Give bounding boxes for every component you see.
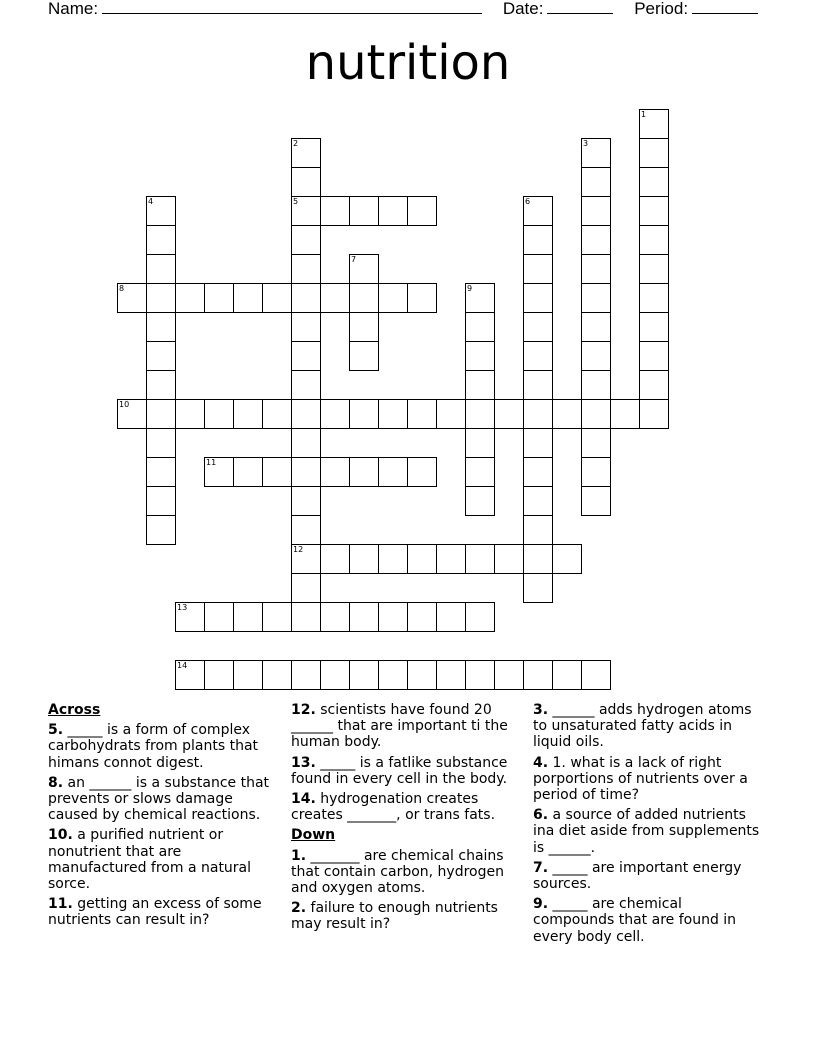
grid-cell[interactable] xyxy=(494,544,524,574)
grid-cell[interactable] xyxy=(407,399,437,429)
grid-cell[interactable] xyxy=(465,544,495,574)
clue-text: failure to enough nutrients may result in? xyxy=(291,900,498,933)
grid-cell[interactable] xyxy=(291,486,321,516)
grid-cell[interactable] xyxy=(349,254,379,284)
clue-list-down-2 xyxy=(533,702,765,945)
grid-cell[interactable] xyxy=(639,254,669,284)
grid-cell[interactable] xyxy=(291,167,321,197)
clue-text: _______ are chemical chains that contain carbon, hydrogen and oxygen atoms. xyxy=(291,847,504,897)
clue-text: 1. what is a lack of right porportions of nutrients over a period of time? xyxy=(533,754,748,804)
clue-number: 9. xyxy=(533,896,549,913)
grid-cell[interactable] xyxy=(320,283,350,313)
grid-cell[interactable] xyxy=(291,515,321,545)
grid-cell[interactable] xyxy=(523,399,553,429)
grid-cell[interactable] xyxy=(407,196,437,226)
grid-cell[interactable] xyxy=(320,602,350,632)
grid-cell[interactable] xyxy=(581,370,611,400)
grid-cell[interactable] xyxy=(523,312,553,342)
grid-cell[interactable] xyxy=(581,457,611,487)
grid-cell[interactable] xyxy=(349,399,379,429)
grid-cell[interactable] xyxy=(639,399,669,429)
clue-number: 8. xyxy=(48,774,64,791)
grid-cell[interactable] xyxy=(146,428,176,458)
cell-number: 13 xyxy=(177,603,188,612)
grid-cell[interactable] xyxy=(639,138,669,168)
date-label: Date: xyxy=(502,0,544,18)
grid-cell[interactable] xyxy=(523,515,553,545)
grid-cell[interactable] xyxy=(262,602,292,632)
cell-number: 9 xyxy=(467,284,473,293)
grid-cell[interactable] xyxy=(581,399,611,429)
grid-cell[interactable] xyxy=(146,399,176,429)
clues-column-2 xyxy=(291,702,523,937)
grid-cell[interactable] xyxy=(291,544,321,574)
grid-cell[interactable] xyxy=(465,283,495,313)
grid-cell[interactable] xyxy=(581,138,611,168)
grid-cell[interactable] xyxy=(146,486,176,516)
clue-item xyxy=(291,702,523,751)
cell-number: 3 xyxy=(583,139,589,148)
grid-cell[interactable] xyxy=(639,109,669,139)
grid-cell[interactable] xyxy=(175,399,205,429)
clue-number: 10. xyxy=(48,827,73,844)
across-heading: Across xyxy=(48,702,101,718)
grid-cell[interactable] xyxy=(117,283,147,313)
cell-number: 14 xyxy=(177,661,188,670)
cell-number: 8 xyxy=(119,284,125,293)
grid-cell[interactable] xyxy=(581,196,611,226)
clue-item xyxy=(533,860,765,892)
grid-cell[interactable] xyxy=(523,196,553,226)
grid-cell[interactable] xyxy=(523,370,553,400)
grid-cell[interactable] xyxy=(465,602,495,632)
grid-cell[interactable] xyxy=(146,225,176,255)
grid-cell[interactable] xyxy=(494,660,524,690)
grid-cell[interactable] xyxy=(291,138,321,168)
clue-text: hydrogenation creates creates _______, or trans fats. xyxy=(291,791,496,824)
grid-cell[interactable] xyxy=(204,457,234,487)
clue-item xyxy=(48,722,280,771)
clue-number: 7. xyxy=(533,859,549,876)
grid-cell[interactable] xyxy=(320,660,350,690)
clue-text: _____ are important energy sources. xyxy=(533,859,742,893)
clue-item xyxy=(291,900,523,932)
clue-number: 5. xyxy=(48,722,64,739)
clue-number: 4. xyxy=(533,754,549,771)
grid-cell[interactable] xyxy=(523,428,553,458)
grid-cell[interactable] xyxy=(639,341,669,371)
grid-cell[interactable] xyxy=(320,196,350,226)
grid-cell[interactable] xyxy=(291,225,321,255)
grid-cell[interactable] xyxy=(436,544,466,574)
grid-cell[interactable] xyxy=(117,399,147,429)
grid-cell[interactable] xyxy=(407,660,437,690)
grid-cell[interactable] xyxy=(581,167,611,197)
grid-cell[interactable] xyxy=(291,399,321,429)
grid-cell[interactable] xyxy=(552,660,582,690)
grid-cell[interactable] xyxy=(146,196,176,226)
grid-cell[interactable] xyxy=(465,312,495,342)
cell-number: 6 xyxy=(525,197,531,206)
grid-cell[interactable] xyxy=(523,254,553,284)
clue-number: 1. xyxy=(291,847,307,864)
clue-item xyxy=(533,755,765,804)
clue-number: 6. xyxy=(533,807,549,824)
cell-number: 12 xyxy=(293,545,304,554)
grid-cell[interactable] xyxy=(175,283,205,313)
grid-cell[interactable] xyxy=(581,486,611,516)
grid-cell[interactable] xyxy=(320,399,350,429)
grid-cell[interactable] xyxy=(436,660,466,690)
grid-cell[interactable] xyxy=(320,544,350,574)
grid-cell[interactable] xyxy=(291,254,321,284)
grid-cell[interactable] xyxy=(436,399,466,429)
grid-cell[interactable] xyxy=(291,312,321,342)
clue-item xyxy=(291,755,523,787)
grid-cell[interactable] xyxy=(262,283,292,313)
grid-cell[interactable] xyxy=(581,254,611,284)
grid-cell[interactable] xyxy=(494,399,524,429)
grid-cell[interactable] xyxy=(378,399,408,429)
grid-cell[interactable] xyxy=(233,602,263,632)
grid-cell[interactable] xyxy=(523,486,553,516)
cell-number: 7 xyxy=(351,255,357,264)
grid-cell[interactable] xyxy=(291,573,321,603)
grid-cell[interactable] xyxy=(639,167,669,197)
grid-cell[interactable] xyxy=(349,312,379,342)
grid-cell[interactable] xyxy=(407,283,437,313)
grid-cell[interactable] xyxy=(639,370,669,400)
clue-text: getting an excess of some nutrients can result in? xyxy=(48,896,262,929)
grid-cell[interactable] xyxy=(291,341,321,371)
grid-cell[interactable] xyxy=(523,544,553,574)
grid-cell[interactable] xyxy=(233,660,263,690)
clue-number: 12. xyxy=(291,702,316,718)
clue-text: _____ is a form of complex carbohydrats from plants that himans connot digest. xyxy=(48,722,259,771)
clue-item xyxy=(533,807,765,856)
grid-cell[interactable] xyxy=(262,457,292,487)
grid-cell[interactable] xyxy=(378,196,408,226)
clue-item xyxy=(48,896,280,928)
grid-cell[interactable] xyxy=(581,341,611,371)
name-label: Name: xyxy=(48,0,99,18)
grid-cell[interactable] xyxy=(639,283,669,313)
grid-cell[interactable] xyxy=(378,283,408,313)
clue-number: 13. xyxy=(291,754,316,771)
clue-number: 14. xyxy=(291,791,316,808)
grid-cell[interactable] xyxy=(639,225,669,255)
grid-cell[interactable] xyxy=(262,660,292,690)
grid-cell[interactable] xyxy=(349,196,379,226)
grid-cell[interactable] xyxy=(378,660,408,690)
grid-cell[interactable] xyxy=(349,283,379,313)
clue-list-down-1 xyxy=(291,848,523,933)
grid-cell[interactable] xyxy=(378,457,408,487)
grid-cell[interactable] xyxy=(581,660,611,690)
clue-text: _____ is a fatlike substance found in every cell in the body. xyxy=(291,754,508,787)
clues-column-1 xyxy=(48,702,280,933)
grid-cell[interactable] xyxy=(291,602,321,632)
grid-cell[interactable] xyxy=(291,370,321,400)
cell-number: 2 xyxy=(293,139,299,148)
clue-item xyxy=(533,896,765,945)
grid-cell[interactable] xyxy=(639,312,669,342)
grid-cell[interactable] xyxy=(204,660,234,690)
clue-number: 3. xyxy=(533,702,549,718)
clue-item xyxy=(48,827,280,892)
grid-cell[interactable] xyxy=(233,399,263,429)
grid-cell[interactable] xyxy=(291,428,321,458)
clue-text: scientists have found 20 ______ that are important ti the human body. xyxy=(291,702,508,751)
grid-cell[interactable] xyxy=(465,457,495,487)
grid-cell[interactable] xyxy=(204,399,234,429)
cell-number: 1 xyxy=(641,110,647,119)
grid-cell[interactable] xyxy=(552,399,582,429)
grid-cell[interactable] xyxy=(349,660,379,690)
grid-cell[interactable] xyxy=(523,457,553,487)
grid-cell[interactable] xyxy=(175,602,205,632)
clue-text: ______ adds hydrogen atoms to unsaturated fatty acids in liquid oils. xyxy=(533,702,752,751)
clue-item xyxy=(291,791,523,823)
grid-cell[interactable] xyxy=(146,515,176,545)
grid-cell[interactable] xyxy=(291,457,321,487)
grid-cell[interactable] xyxy=(349,341,379,371)
clue-item xyxy=(291,848,523,897)
grid-cell[interactable] xyxy=(146,370,176,400)
clue-item xyxy=(533,702,765,751)
clue-item xyxy=(48,775,280,824)
grid-cell[interactable] xyxy=(349,457,379,487)
grid-cell[interactable] xyxy=(204,602,234,632)
cell-number: 10 xyxy=(119,400,130,409)
grid-cell[interactable] xyxy=(465,341,495,371)
clue-list-across-2 xyxy=(291,702,523,823)
grid-cell[interactable] xyxy=(639,196,669,226)
grid-cell[interactable] xyxy=(581,428,611,458)
cell-number: 5 xyxy=(293,197,299,206)
grid-cell[interactable] xyxy=(349,544,379,574)
grid-cell[interactable] xyxy=(204,283,234,313)
grid-cell[interactable] xyxy=(146,312,176,342)
page-title: nutrition xyxy=(305,35,511,91)
cell-number: 11 xyxy=(206,458,217,467)
grid-cell[interactable] xyxy=(262,399,292,429)
clue-number: 2. xyxy=(291,900,307,917)
grid-cell[interactable] xyxy=(146,341,176,371)
grid-cell[interactable] xyxy=(291,283,321,313)
grid-cell[interactable] xyxy=(465,399,495,429)
grid-cell[interactable] xyxy=(407,457,437,487)
grid-cell[interactable] xyxy=(465,486,495,516)
grid-cell[interactable] xyxy=(378,544,408,574)
period-label: Period: xyxy=(634,0,689,18)
grid-cell[interactable] xyxy=(407,602,437,632)
grid-cell[interactable] xyxy=(291,196,321,226)
grid-cell[interactable] xyxy=(436,602,466,632)
grid-cell[interactable] xyxy=(465,428,495,458)
grid-cell[interactable] xyxy=(146,457,176,487)
clue-list-across-1 xyxy=(48,722,280,928)
grid-cell[interactable] xyxy=(523,341,553,371)
grid-cell[interactable] xyxy=(233,283,263,313)
grid-cell[interactable] xyxy=(523,660,553,690)
grid-cell[interactable] xyxy=(146,283,176,313)
grid-cell[interactable] xyxy=(610,399,640,429)
grid-cell[interactable] xyxy=(146,254,176,284)
grid-cell[interactable] xyxy=(523,573,553,603)
grid-cell[interactable] xyxy=(465,370,495,400)
clue-text: a source of added nutrients ina diet aside from supplements is ______. xyxy=(533,807,760,856)
grid-cell[interactable] xyxy=(523,283,553,313)
grid-cell[interactable] xyxy=(465,660,495,690)
grid-cell[interactable] xyxy=(233,457,263,487)
grid-cell[interactable] xyxy=(552,544,582,574)
clue-number: 11. xyxy=(48,896,73,913)
clue-text: an ______ is a substance that prevents or slows damage caused by chemical reactions. xyxy=(48,774,270,824)
down-heading: Down xyxy=(291,827,336,844)
clue-text: a purified nutrient or nonutrient that are manufactured from a natural sorce. xyxy=(48,827,252,893)
cell-number: 4 xyxy=(148,197,154,206)
grid-cell[interactable] xyxy=(581,312,611,342)
grid-cell[interactable] xyxy=(407,544,437,574)
grid-cell[interactable] xyxy=(523,225,553,255)
grid-cell[interactable] xyxy=(581,225,611,255)
clues-column-3 xyxy=(533,702,765,949)
grid-cell[interactable] xyxy=(320,457,350,487)
grid-cell[interactable] xyxy=(581,283,611,313)
grid-cell[interactable] xyxy=(175,660,205,690)
grid-cell[interactable] xyxy=(378,602,408,632)
grid-cell[interactable] xyxy=(291,660,321,690)
grid-cell[interactable] xyxy=(349,602,379,632)
clue-text: _____ are chemical compounds that are found in every body cell. xyxy=(533,896,737,945)
